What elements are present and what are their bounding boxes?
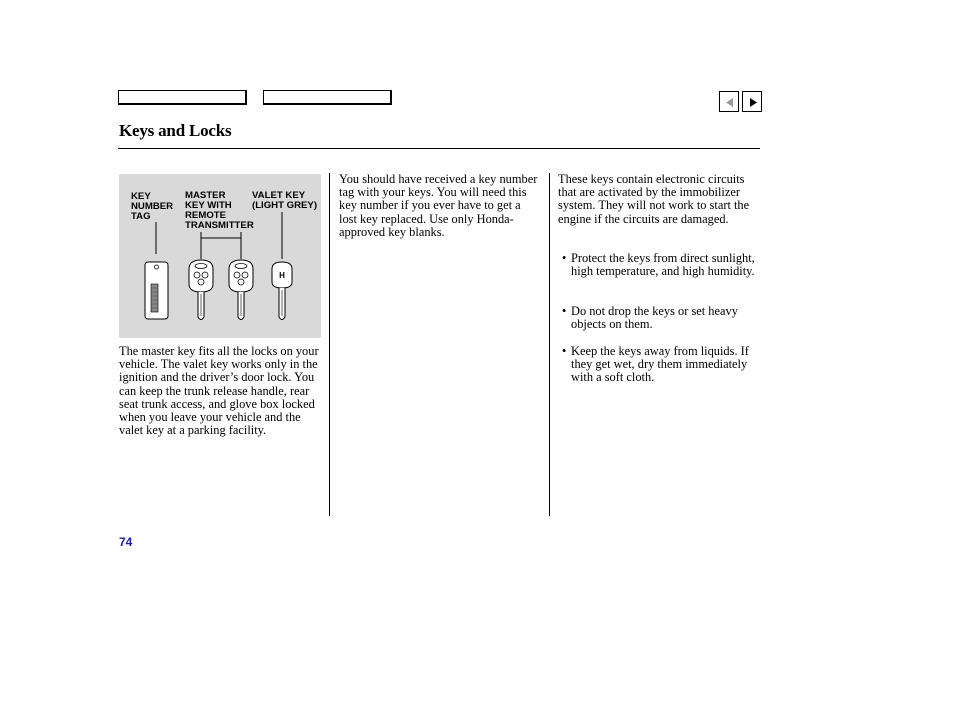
valet-key	[272, 262, 292, 320]
bullet-text: Keep the keys away from liquids. If they get wet, dry them immediately with a soft cloth.	[571, 344, 749, 385]
title-divider	[118, 148, 760, 149]
immobilizer-note: These keys contain electronic circuits that are activated by the immobilizer system. They will not work to start the engine if the circuits are damaged.	[558, 172, 750, 226]
left-triangle-icon	[720, 92, 740, 113]
keys-illustration	[119, 174, 321, 338]
nav-button-contents[interactable]	[118, 90, 247, 105]
page-title: Keys and Locks	[119, 121, 232, 140]
label-key-number-tag: KEY NUMBER TAG	[131, 191, 174, 222]
master-key-2	[229, 260, 253, 320]
master-key-1	[189, 260, 213, 320]
label-master-key: MASTER KEY WITH REMOTE TRANSMITTER	[185, 190, 254, 231]
previous-page-button[interactable]	[719, 91, 739, 112]
column-divider	[549, 173, 550, 516]
bullet-icon: •	[562, 304, 567, 318]
label-valet-key: VALET KEY (LIGHT GREY)	[252, 190, 318, 211]
svg-text:H: H	[279, 271, 285, 280]
bullet-item	[562, 252, 757, 278]
right-triangle-icon	[743, 92, 763, 113]
master-key-description: The master key fits all the locks on your vehicle. The valet key works only in the ignition and the driver’s door lock. You can keep the trunk release handle, rear seat trunk access, and glove box locked when you leave your vehicle and the valet key at a parking facility.	[119, 344, 319, 438]
bullet-item	[562, 305, 757, 331]
nav-button-index[interactable]	[263, 90, 392, 105]
bullet-icon: •	[562, 251, 567, 265]
bullet-icon: •	[562, 344, 567, 358]
bullet-text: Protect the keys from direct sunlight, high temperature, and high humidity.	[571, 251, 755, 279]
page-number: 74	[119, 535, 133, 549]
key-number-tag	[145, 262, 168, 319]
column-divider	[329, 173, 330, 516]
bullet-text: Do not drop the keys or set heavy objects on them.	[571, 304, 738, 332]
key-number-tag-description: You should have received a key number tag with your keys. You will need this key number if you ever have to get a lost key replaced. Use only Honda-approved key blanks.	[339, 172, 538, 239]
bullet-item	[562, 345, 757, 385]
next-page-button[interactable]	[742, 91, 762, 112]
